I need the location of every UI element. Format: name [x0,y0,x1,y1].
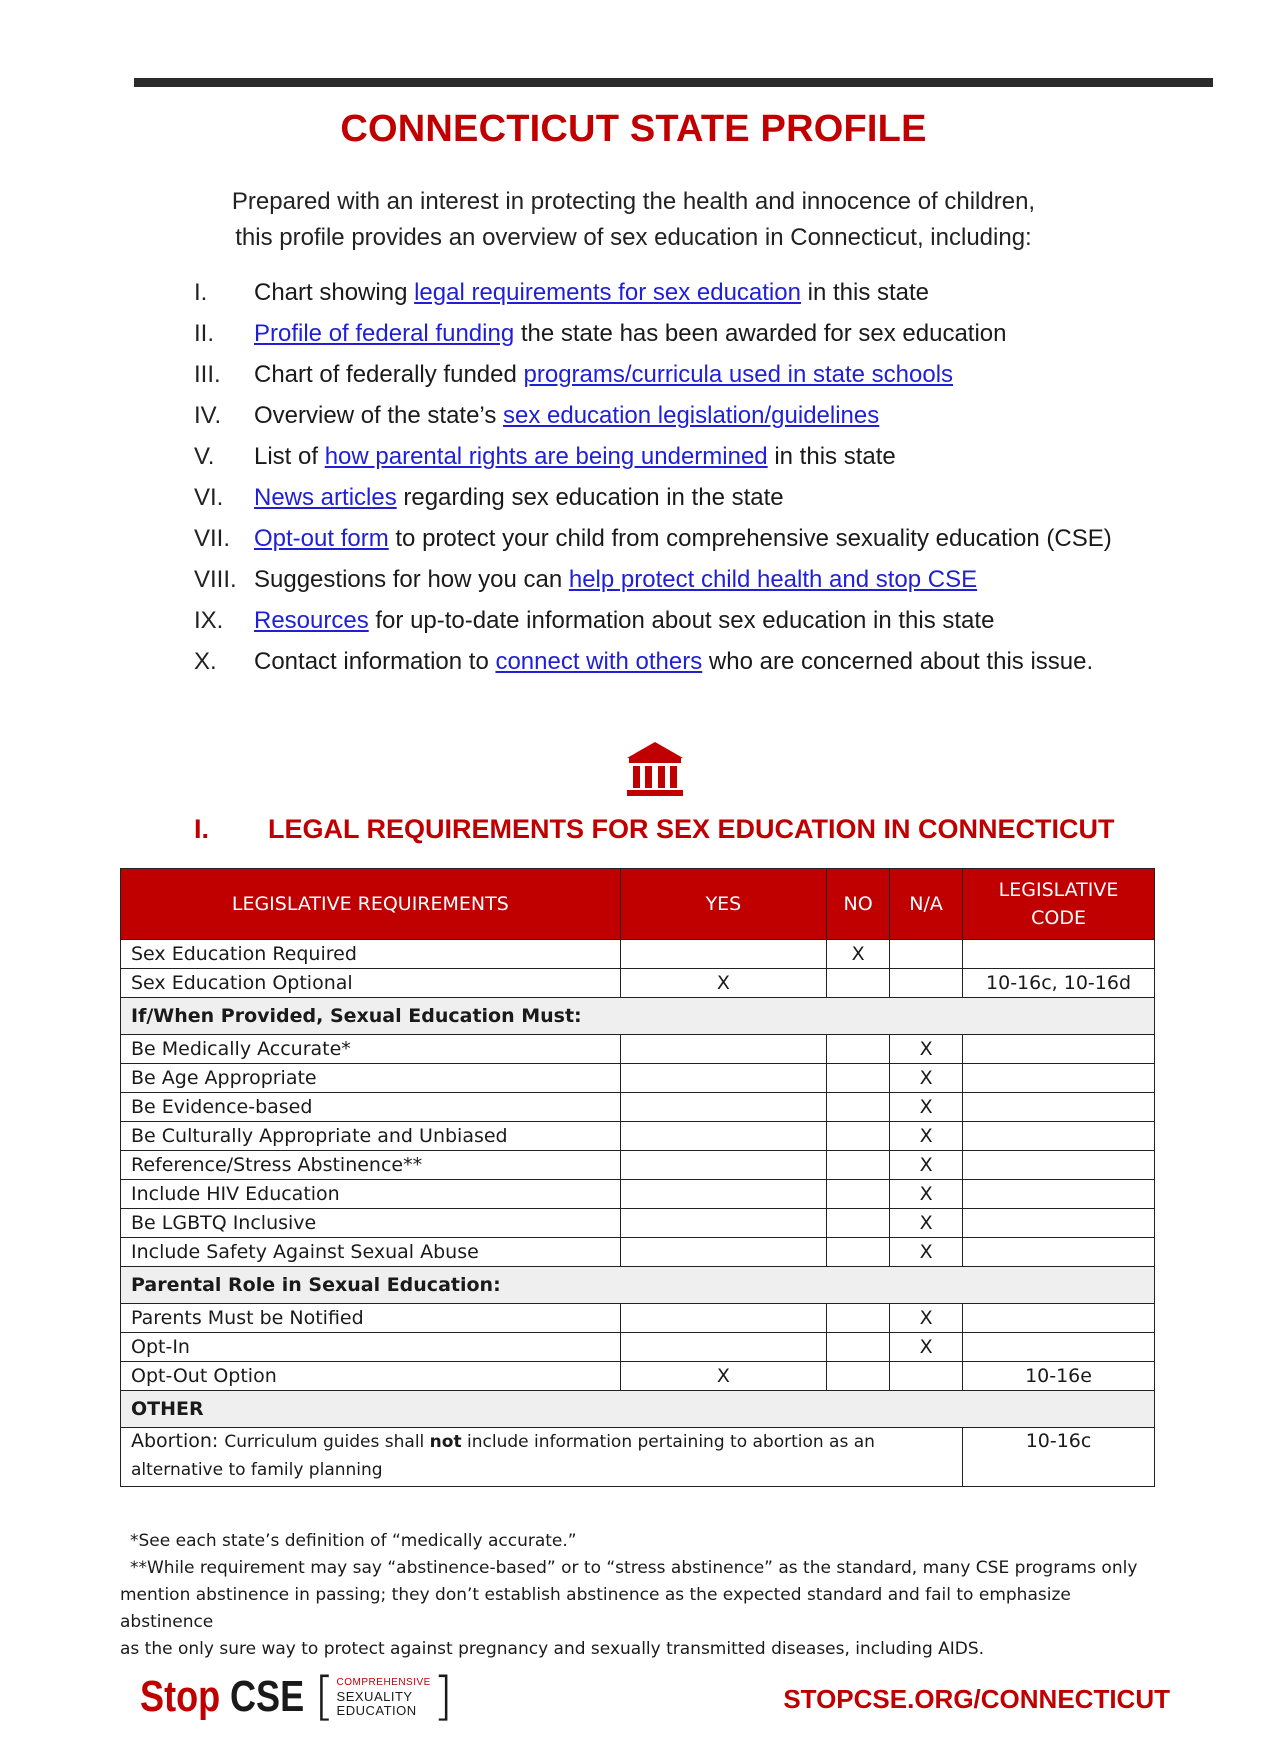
table-header-row [121,869,1155,940]
no-cell [827,1064,890,1093]
header-code-line2: CODE [1031,907,1086,929]
government-building-icon [625,740,685,798]
yes-cell [620,1064,827,1093]
toc-link[interactable]: sex education legislation/guidelines [503,402,880,429]
na-cell: X [890,1093,963,1122]
toc-text [254,522,1112,556]
na-cell: X [890,1209,963,1238]
toc-text-after: in this state [800,279,930,306]
toc-text-after: to protect your child from comprehensive sexuality education (CSE) [388,525,1112,552]
table-row [121,1238,1155,1267]
toc-link[interactable]: how parental rights are being undermined [324,443,768,470]
table-group-row [121,1267,1155,1304]
table-row [121,1304,1155,1333]
toc-text [254,604,994,638]
yes-cell [620,1151,827,1180]
logo-left-bracket-icon: [ [314,1667,335,1727]
section-number: I. [194,814,210,844]
yes-cell [620,1122,827,1151]
legal-requirements-table [120,868,1155,1487]
toc-item [194,604,1194,645]
toc-text-after: the state has been awarded for sex education [514,320,1007,347]
yes-cell [620,1035,827,1064]
na-cell [890,969,963,998]
toc-number: IX. [194,607,224,634]
toc-item [194,522,1194,563]
no-cell [827,1122,890,1151]
toc-number: III. [194,361,221,388]
requirement-label: Be Culturally Appropriate and Unbiased [121,1122,621,1151]
toc-item [194,440,1194,481]
requirement-label: Opt-In [121,1333,621,1362]
group-label: Parental Role in Sexual Education: [121,1267,1155,1304]
na-cell [890,1362,963,1391]
no-cell: X [827,940,890,969]
na-cell: X [890,1180,963,1209]
toc-number: II. [194,320,215,347]
footnote-abstinence-line1: **While requirement may say “abstinence-based” or to “stress abstinence” as the standard, many CSE programs only [130,1558,1138,1578]
code-cell [963,1238,1155,1267]
toc-text-before: List of [254,443,325,470]
na-cell [890,940,963,969]
code-cell [963,1304,1155,1333]
requirement-label: Be Age Appropriate [121,1064,621,1093]
table-row [121,940,1155,969]
yes-cell [620,940,827,969]
logo-cse-text: CSE [229,1672,304,1721]
na-cell: X [890,1151,963,1180]
toc-item [194,399,1194,440]
logo-tagline [314,1667,454,1727]
na-cell: X [890,1304,963,1333]
yes-cell [620,1333,827,1362]
no-cell [827,1304,890,1333]
top-rule [134,78,1213,87]
table-row [121,1209,1155,1238]
na-cell: X [890,1064,963,1093]
no-cell [827,1151,890,1180]
abortion-text [121,1428,963,1487]
logo-line-comprehensive: COMPREHENSIVE [336,1677,431,1688]
toc-link[interactable]: Opt-out form [254,525,389,552]
na-cell: X [890,1333,963,1362]
yes-cell [620,1209,827,1238]
toc-text-after: for up-to-date information about sex education in this state [368,607,995,634]
logo-right-bracket-icon: ] [432,1667,454,1727]
toc-text [254,358,953,392]
code-cell [963,1122,1155,1151]
toc-link[interactable]: legal requirements for sex education [414,279,801,306]
requirement-label: Parents Must be Notified [121,1304,621,1333]
toc-number: X. [194,648,217,675]
requirement-label: Include Safety Against Sexual Abuse [121,1238,621,1267]
toc-text-before: Chart of federally funded [254,361,524,388]
table-row [121,1362,1155,1391]
toc-text-after: who are concerned about this issue. [702,648,1094,675]
requirement-label: Be Medically Accurate* [121,1035,621,1064]
header-code [963,869,1155,940]
header-yes: YES [620,869,827,940]
toc-item [194,317,1194,358]
code-cell [963,1093,1155,1122]
intro-line: Prepared with an interest in protecting the health and innocence of children, [231,188,1036,215]
table-group-row [121,998,1155,1035]
toc-text [254,440,896,474]
table-row [121,1093,1155,1122]
stop-cse-logo [140,1667,454,1727]
abortion-lead: Abortion: [131,1430,225,1452]
toc-text-before: Suggestions for how you can [254,566,569,593]
toc-link[interactable]: News articles [254,484,397,511]
code-cell [963,1035,1155,1064]
toc-number: IV. [194,402,222,429]
table-row [121,1122,1155,1151]
toc-text [254,276,929,310]
toc-item [194,276,1194,317]
toc-text [254,645,1093,679]
logo-line-education: EDUCATION [336,1703,417,1718]
requirement-label: Be Evidence-based [121,1093,621,1122]
requirement-label: Opt-Out Option [121,1362,621,1391]
header-no: NO [827,869,890,940]
intro-paragraph [0,184,1267,256]
toc-number: V. [194,443,215,470]
table-row [121,1035,1155,1064]
toc-text-before: Overview of the state’s [254,402,503,429]
toc-text-after: in this state [767,443,896,470]
table-row-abortion [121,1428,1155,1487]
toc-link[interactable]: programs/curricula used in state schools [523,361,954,388]
section-heading [194,814,1115,845]
footnote-abstinence-line2: mention abstinence in passing; they don’t establish abstinence as the expected standard and fail to emphasize abstinence [120,1585,1071,1632]
toc-link[interactable]: connect with others [495,648,703,675]
na-cell: X [890,1122,963,1151]
toc-number: I. [194,279,208,306]
header-na: N/A [890,869,963,940]
code-cell [963,940,1155,969]
toc-item [194,358,1194,399]
table-of-contents [194,276,1194,686]
footnote-medically-accurate: *See each state’s definition of “medically accurate.” [130,1531,577,1551]
no-cell [827,1209,890,1238]
yes-cell [620,1180,827,1209]
no-cell [827,1238,890,1267]
yes-cell [620,1238,827,1267]
toc-text-before: Chart showing [254,279,415,306]
abortion-part2: include information pertaining to abortion as an alternative to family planning [131,1432,875,1480]
yes-cell: X [620,969,827,998]
toc-text-before: Contact information to [254,648,496,675]
table-row [121,969,1155,998]
no-cell [827,1093,890,1122]
toc-number: VI. [194,484,224,511]
toc-item [194,481,1194,522]
code-cell [963,1151,1155,1180]
toc-text-after: regarding sex education in the state [396,484,784,511]
group-label: OTHER [121,1391,1155,1428]
no-cell [827,1362,890,1391]
no-cell [827,969,890,998]
yes-cell: X [620,1362,827,1391]
toc-number: VIII. [194,566,237,593]
requirement-label: Be LGBTQ Inclusive [121,1209,621,1238]
table-row [121,1151,1155,1180]
no-cell [827,1333,890,1362]
code-cell [963,1209,1155,1238]
footer-url[interactable]: STOPCSE.ORG/CONNECTICUT [783,1684,1170,1714]
toc-text [254,399,879,433]
table-row [121,1180,1155,1209]
footnote-abstinence-line3: as the only sure way to protect against pregnancy and sexually transmitted diseases, including AIDS. [120,1639,985,1659]
code-cell: 10-16c [963,1428,1155,1487]
toc-link[interactable]: Resources [254,607,369,634]
header-code-line1: LEGISLATIVE [998,879,1119,901]
toc-link[interactable]: help protect child health and stop CSE [568,566,978,593]
no-cell [827,1035,890,1064]
yes-cell [620,1093,827,1122]
toc-item [194,563,1194,604]
requirement-label: Reference/Stress Abstinence** [121,1151,621,1180]
code-cell [963,1180,1155,1209]
code-cell [963,1064,1155,1093]
toc-text [254,317,1007,351]
page-title: CONNECTICUT STATE PROFILE [340,108,927,150]
table-group-row [121,1391,1155,1428]
na-cell: X [890,1035,963,1064]
section-title: LEGAL REQUIREMENTS FOR SEX EDUCATION IN CONNECTICUT [268,814,1115,844]
requirement-label: Include HIV Education [121,1180,621,1209]
header-requirements: LEGISLATIVE REQUIREMENTS [121,869,621,940]
code-cell [963,1333,1155,1362]
code-cell: 10-16e [963,1362,1155,1391]
toc-number: VII. [194,525,231,552]
code-cell: 10-16c, 10-16d [963,969,1155,998]
table-row [121,1333,1155,1362]
na-cell: X [890,1238,963,1267]
table-row [121,1064,1155,1093]
abortion-part1: Curriculum guides shall [224,1432,430,1452]
footnotes [120,1528,1160,1663]
logo-stop-text: Stop [140,1672,221,1721]
yes-cell [620,1304,827,1333]
logo-line-sexuality: SEXUALITY [336,1689,413,1704]
requirement-label: Sex Education Optional [121,969,621,998]
no-cell [827,1180,890,1209]
requirement-label: Sex Education Required [121,940,621,969]
toc-link[interactable]: Profile of federal funding [254,320,515,347]
toc-text [254,481,784,515]
toc-text [254,563,977,597]
intro-line: this profile provides an overview of sex education in Connecticut, including: [235,224,1032,251]
abortion-emphasis: not [429,1432,462,1452]
toc-item [194,645,1194,686]
group-label: If/When Provided, Sexual Education Must: [121,998,1155,1035]
